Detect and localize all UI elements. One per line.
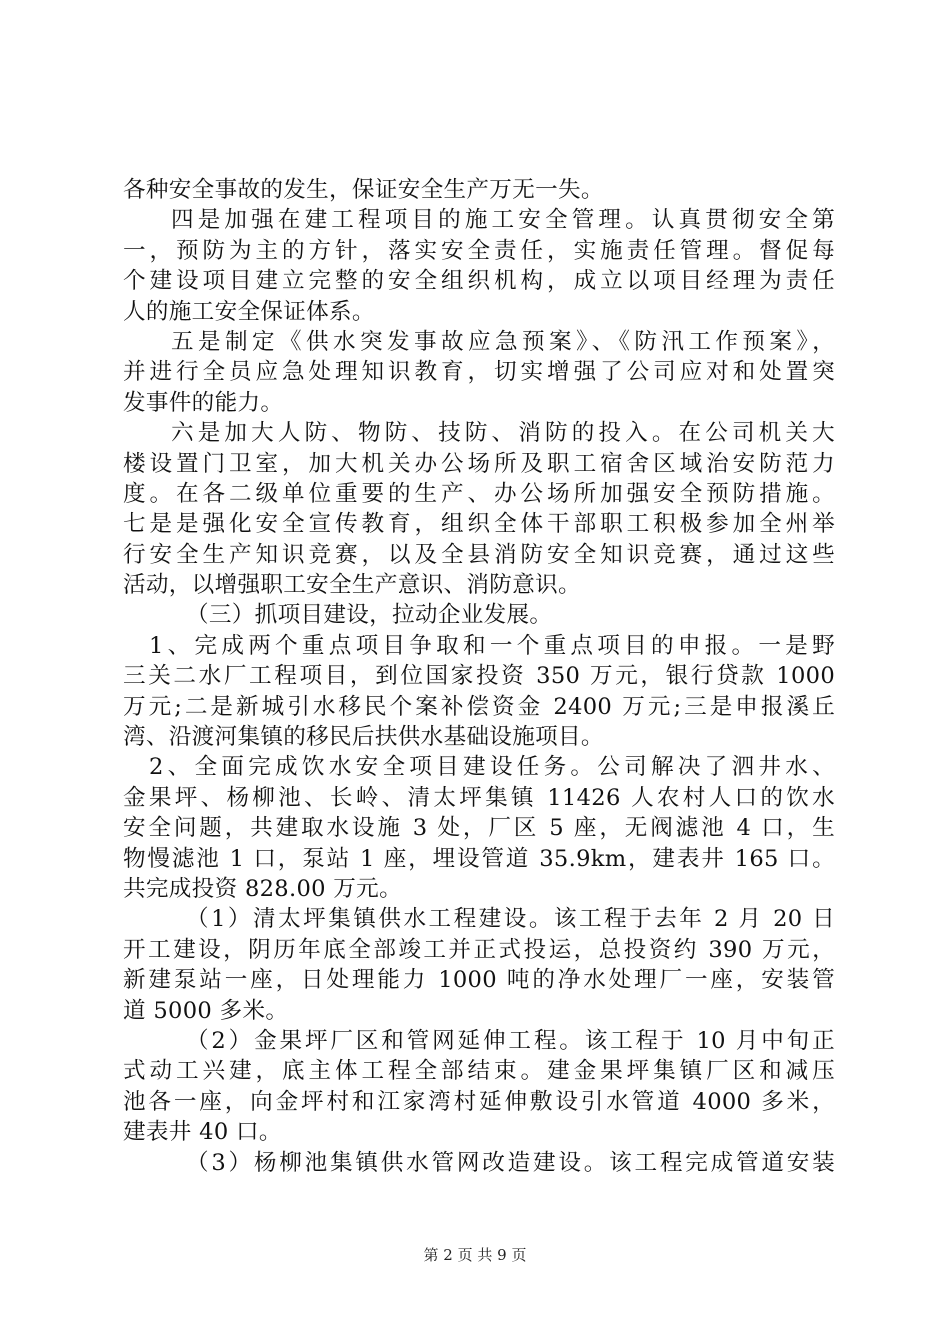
text-line: 行安全生产知识竞赛，以及全县消防安全知识竞赛，通过这些 <box>123 541 835 568</box>
text-line: 度。在各二级单位重要的生产、办公场所加强安全预防措施。 <box>123 480 835 507</box>
paragraph-line: 五是制定《供水突发事故应急预案》、《防汛工作预案》， <box>171 328 835 355</box>
section-heading: （三）抓项目建设，拉动企业发展。 <box>186 602 553 629</box>
text-line: 楼设置门卫室，加大机关办公场所及职工宿舍区域治安防范力 <box>123 450 835 477</box>
text-line: 物慢滤池 1 口，泵站 1 座，埋设管道 35.9km，建表井 165 口。 <box>123 845 835 872</box>
text-line: 各种安全事故的发生，保证安全生产万无一失。 <box>123 177 604 203</box>
paragraph-line: 四是加强在建工程项目的施工安全管理。认真贯彻安全第 <box>171 207 835 234</box>
text-line: 开工建设，阴历年底全部竣工并正式投运，总投资约 390 万元， <box>123 936 835 963</box>
text-line: 个建设项目建立完整的安全组织机构，成立以项目经理为责任 <box>123 268 835 295</box>
text-line: 发事件的能力。 <box>123 389 284 416</box>
text-line: 道 5000 多米。 <box>123 997 289 1024</box>
page-footer <box>0 1245 950 1265</box>
text-line: 安全问题，共建取水设施 3 处，厂区 5 座，无阀滤池 4 口，生 <box>123 815 835 842</box>
text-line: 金果坪、杨柳池、长岭、清太坪集镇 11426 人农村人口的饮水 <box>123 784 835 811</box>
text-line: 万元;二是新城引水移民个案补偿资金 2400 万元;三是申报溪丘 <box>123 693 835 720</box>
text-line: 新建泵站一座，日处理能力 1000 吨的净水处理厂一座，安装管 <box>123 967 835 994</box>
paragraph-line: （2）金果坪厂区和管网延伸工程。该工程于 10 月中旬正 <box>186 1027 835 1054</box>
paragraph-line: （1）清太坪集镇供水工程建设。该工程于去年 2 月 20 日 <box>186 906 835 933</box>
text-line: 共完成投资 828.00 万元。 <box>123 875 402 902</box>
text-line: 并进行全员应急处理知识教育，切实增强了公司应对和处置突 <box>123 359 835 386</box>
paragraph-line: 1、完成两个重点项目争取和一个重点项目的申报。一是野 <box>149 632 835 659</box>
document-body <box>123 175 835 1178</box>
paragraph-line: （3）杨柳池集镇供水管网改造建设。该工程完成管道安装 <box>186 1149 835 1176</box>
paragraph-line: 六是加大人防、物防、技防、消防的投入。在公司机关大 <box>171 420 835 447</box>
page-number: 第 2 页 共 9 页 <box>423 1246 527 1264</box>
text-line: 建表井 40 口。 <box>123 1119 282 1146</box>
text-line: 三关二水厂工程项目，到位国家投资 350 万元，银行贷款 1000 <box>123 663 835 690</box>
text-line: 湾、沿渡河集镇的移民后扶供水基础设施项目。 <box>123 724 604 751</box>
text-line: 人的施工安全保证体系。 <box>123 298 375 325</box>
text-line: 池各一座，向金坪村和江家湾村延伸敷设引水管道 4000 多米， <box>123 1088 835 1115</box>
text-line: 式动工兴建，底主体工程全部结束。建金果坪集镇厂区和减压 <box>123 1058 835 1085</box>
text-line: 一，预防为主的方针，落实安全责任，实施责任管理。督促每 <box>123 237 835 264</box>
text-line: 七是是强化安全宣传教育，组织全体干部职工积极参加全州举 <box>123 511 835 538</box>
text-line: 活动，以增强职工安全生产意识、消防意识。 <box>123 572 581 599</box>
paragraph-line: 2、全面完成饮水安全项目建设任务。公司解决了泗井水、 <box>149 754 835 781</box>
